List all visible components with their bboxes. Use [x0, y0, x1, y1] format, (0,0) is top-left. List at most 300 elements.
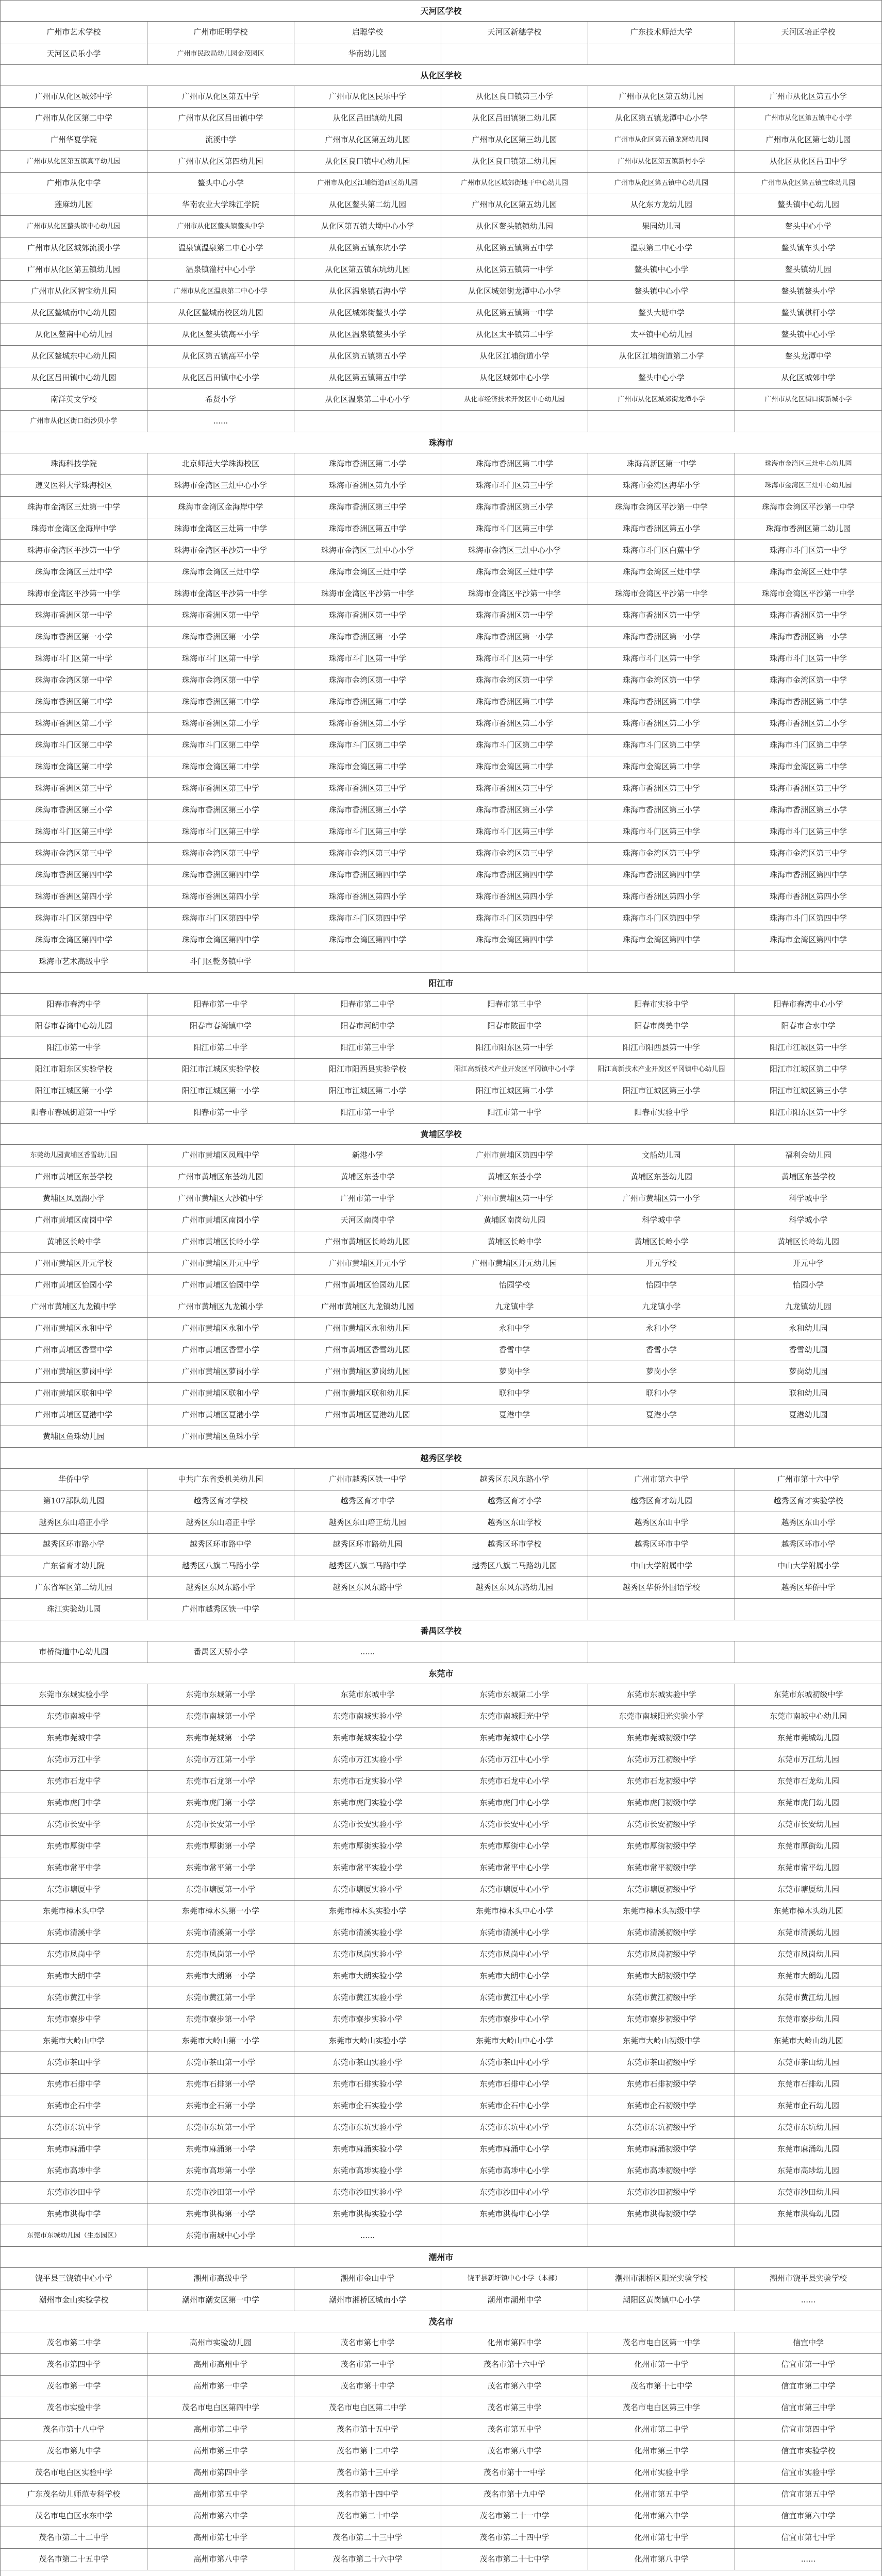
school-cell: 阳江市第一中学 [1, 1037, 147, 1059]
school-cell: 广州市黄埔区开元幼儿园 [441, 1253, 588, 1275]
school-cell: 珠海市斗门区第二中学 [588, 735, 735, 756]
table-row [1, 778, 882, 800]
school-cell: 鳌头中心小学 [735, 216, 882, 238]
school-cell: 珠海市香洲区第四小学 [147, 886, 294, 908]
school-cell: 广州市第六中学 [588, 1469, 735, 1490]
table-row [1, 518, 882, 540]
school-cell: 珠海市斗门区白蕉中学 [588, 540, 735, 562]
school-cell: 东莞市东城第一小学 [147, 1684, 294, 1706]
table-row [1, 43, 882, 65]
school-cell: 茂名市电白区实验中学 [1, 2462, 147, 2484]
school-cell: 萝岗中学 [441, 1361, 588, 1383]
school-cell: 东莞市虎门初级中学 [588, 1792, 735, 1814]
table-row [1, 389, 882, 411]
school-cell: 广州市从化区第五幼儿园 [441, 194, 588, 216]
school-cell: 珠海市斗门区第一中学 [1, 648, 147, 670]
school-cell: 珠海市金湾区三灶第一中学 [147, 518, 294, 540]
school-cell: 东莞市石龙中学 [1, 1771, 147, 1792]
school-cell: 东莞市厚街实验小学 [294, 1836, 441, 1857]
school-cell: 珠海市香洲区第二小学 [294, 713, 441, 735]
school-cell: 珠海市金湾区平沙第一中学 [588, 497, 735, 518]
table-row [1, 1836, 882, 1857]
school-cell: 广州市黄埔区萝岗小学 [147, 1361, 294, 1383]
school-cell: 夏港小学 [588, 1404, 735, 1426]
school-cell: 东莞市企石初级中学 [588, 2095, 735, 2117]
section-title: 番禺区学校 [1, 1620, 882, 1641]
school-cell: ...... [294, 2225, 441, 2247]
school-cell: 广州市黄埔区南岗小学 [147, 1210, 294, 1231]
school-cell [588, 2225, 735, 2247]
school-cell: 阳春市第三中学 [441, 994, 588, 1015]
school-cell: 东莞市高埗实验小学 [294, 2160, 441, 2182]
school-cell: 东莞市寮步幼儿园 [735, 2009, 882, 2030]
school-cell: 东莞市东坑初级中学 [588, 2117, 735, 2139]
school-cell: 茂名市电白区第四中学 [147, 2397, 294, 2419]
table-row [1, 1210, 882, 1231]
school-cell: 东莞市黄江实验小学 [294, 1987, 441, 2009]
school-cell: 东莞市大岭山初级中学 [588, 2030, 735, 2052]
school-cell: 东莞市莞城第一小学 [147, 1727, 294, 1749]
table-row [1, 951, 882, 973]
school-cell: 联和小学 [588, 1383, 735, 1404]
school-cell: 化州市第二中学 [588, 2419, 735, 2441]
school-cell: 广州市从化区鳌头镇鳌头中学 [147, 216, 294, 238]
school-cell: 珠海市香洲区第二中学 [441, 691, 588, 713]
school-cell: 东莞市东坑幼儿园 [735, 2117, 882, 2139]
school-cell: 从化区吕田镇第二幼儿园 [441, 108, 588, 129]
school-cell: 华南农业大学珠江学院 [147, 194, 294, 216]
school-cell: 高州市第七中学 [147, 2527, 294, 2549]
school-cell: 珠海市金湾区三灶中学 [1, 562, 147, 583]
table-row [1, 1296, 882, 1318]
school-cell: 阳江市江城区第一中学 [735, 1037, 882, 1059]
school-cell: 阳春市第二中学 [294, 994, 441, 1015]
school-cell: 广州市从化区第五幼儿园 [588, 86, 735, 108]
school-cell: 从化区鳌城南校区幼儿园 [147, 302, 294, 324]
school-cell [588, 43, 735, 65]
table-row [1, 1922, 882, 1944]
school-cell: 阳江市阳东区实验学校 [1, 1059, 147, 1080]
school-cell: 东莞市长安中学 [1, 1814, 147, 1836]
school-cell: 东莞市莞城幼儿园 [735, 1727, 882, 1749]
school-cell: 珠海市金湾区三灶中学 [441, 562, 588, 583]
school-cell: 珠海市金湾区第一中学 [294, 670, 441, 691]
school-cell: 南洋英文学校 [1, 389, 147, 411]
school-cell: 化州市实验中学 [588, 2462, 735, 2484]
table-row [1, 2332, 882, 2354]
school-cell: 饶平县三饶镇中心小学 [1, 2268, 147, 2290]
school-cell: 东莞市厚街幼儿园 [735, 1836, 882, 1857]
school-cell: 东莞市沙田第一小学 [147, 2182, 294, 2204]
school-cell: 珠海市香洲区第三中学 [294, 497, 441, 518]
school-cell [441, 411, 588, 432]
school-cell: 珠海市金湾区第四中学 [588, 929, 735, 951]
school-cell: 从化区鳌城南中心幼儿园 [1, 302, 147, 324]
school-cell [588, 951, 735, 973]
school-cell: 珠海市金湾区三灶中学 [735, 562, 882, 583]
school-cell: 阳春市合水中学 [735, 1015, 882, 1037]
school-cell: 高州市第三中学 [147, 2441, 294, 2462]
school-cell: 阳江市江城区第二中学 [735, 1059, 882, 1080]
school-cell: 广州市从化区第四幼儿园 [147, 151, 294, 173]
school-cell: 茂名市第十九中学 [441, 2484, 588, 2505]
school-cell: 潮州市潮安区第一中学 [147, 2290, 294, 2311]
school-cell: 广州市黄埔区夏港幼儿园 [294, 1404, 441, 1426]
school-cell: 阳春市实验中学 [588, 1102, 735, 1124]
school-cell: ...... [147, 411, 294, 432]
school-cell: 珠海市香洲区第三小学 [735, 800, 882, 821]
school-cell: 珠海市金湾区平沙第一中学 [147, 583, 294, 605]
school-cell: 萝岗幼儿园 [735, 1361, 882, 1383]
table-row [1, 497, 882, 518]
table-row [1, 194, 882, 216]
school-cell: 珠海市斗门区第四中学 [294, 908, 441, 929]
table-row [1, 2117, 882, 2139]
school-cell: 从化区吕田镇幼儿园 [294, 108, 441, 129]
school-cell: 黄埔区东荟中学 [294, 1166, 441, 1188]
school-cell: 东莞市石龙实验小学 [294, 1771, 441, 1792]
school-cell: 从化区第五镇第一中学 [441, 259, 588, 281]
school-cell: 珠海市香洲区第二中学 [441, 453, 588, 475]
school-cell: 东莞市樟木头第一小学 [147, 1901, 294, 1922]
school-cell: 广州市黄埔区开元中学 [147, 1253, 294, 1275]
table-row [1, 756, 882, 778]
table-row [1, 1512, 882, 1534]
school-cell: 珠海市香洲区第四小学 [441, 886, 588, 908]
school-cell: 广州市黄埔区九龙镇中学 [1, 1296, 147, 1318]
school-cell: 东莞市大岭山幼儿园 [735, 2030, 882, 2052]
school-cell: 天河区新穗学校 [441, 22, 588, 43]
table-row [1, 1641, 882, 1663]
table-row [1, 2527, 882, 2549]
school-cell: 从化区吕田镇中心幼儿园 [1, 367, 147, 389]
school-cell: 黄埔区东荟幼儿园 [588, 1166, 735, 1188]
school-cell: 东莞市塘厦幼儿园 [735, 1879, 882, 1901]
section-header-row [1, 1448, 882, 1469]
table-row [1, 2160, 882, 2182]
school-cell: 珠海市香洲区第四小学 [735, 886, 882, 908]
table-row [1, 475, 882, 497]
school-cell: 东莞市茶山中学 [1, 2052, 147, 2074]
section-header-row [1, 1663, 882, 1684]
school-cell: 鳌头镇幼儿园 [735, 259, 882, 281]
school-cell: 广州市黄埔区九龙镇幼儿园 [294, 1296, 441, 1318]
school-cell: 茂名市第七中学 [294, 2332, 441, 2354]
school-cell: 珠海市香洲区第一小学 [294, 626, 441, 648]
school-cell: 广州市越秀区铁一中学 [294, 1469, 441, 1490]
school-cell: 温泉镇温泉第二中心小学 [147, 238, 294, 259]
school-cell: 东莞市樟木头初级中学 [588, 1901, 735, 1922]
school-cell: 东莞市莞城中心小学 [441, 1727, 588, 1749]
table-row [1, 1231, 882, 1253]
school-cell: 黄埔区长岭幼儿园 [735, 1231, 882, 1253]
school-cell: 东莞市南城中心小学 [147, 2225, 294, 2247]
table-row [1, 1404, 882, 1426]
school-cell: 东莞市樟木头实验小学 [294, 1901, 441, 1922]
school-cell [588, 411, 735, 432]
table-row [1, 411, 882, 432]
school-cell: 珠海市香洲区第四小学 [588, 886, 735, 908]
school-cell: 珠江实验幼儿园 [1, 1599, 147, 1620]
school-cell: 化州市第三中学 [588, 2441, 735, 2462]
school-cell: 中共广东省委机关幼儿园 [147, 1469, 294, 1490]
school-cell: 东莞市东城第二小学 [441, 1684, 588, 1706]
school-cell: 怡园中学 [588, 1275, 735, 1296]
table-row [1, 1857, 882, 1879]
school-cell: 第107部队幼儿园 [1, 1490, 147, 1512]
school-cell: 从化区城郊中学 [735, 367, 882, 389]
school-cell: 从化市经济技术开发区中心幼儿园 [441, 389, 588, 411]
table-row [1, 1965, 882, 1987]
school-cell: 阳江市阳西县第一中学 [588, 1037, 735, 1059]
school-cell: 鳌头镇鳌头小学 [735, 281, 882, 302]
school-cell: 珠海市斗门区第四中学 [441, 908, 588, 929]
school-cell [735, 1426, 882, 1448]
school-cell: 东莞市石排中学 [1, 2074, 147, 2095]
school-cell: 从化区第五镇东坑小学 [294, 238, 441, 259]
school-cell: 从化区良口镇第三小学 [441, 86, 588, 108]
school-cell: 阳江市江城区第一小学 [147, 1080, 294, 1102]
school-cell: 珠海市斗门区第二中学 [294, 735, 441, 756]
school-cell: 珠海市斗门区第四中学 [735, 908, 882, 929]
school-cell: 阳江市江城区第一小学 [1, 1080, 147, 1102]
school-cell: 东莞市常平初级中学 [588, 1857, 735, 1879]
school-cell: 东莞市企石第一小学 [147, 2095, 294, 2117]
school-cell: 东莞市大岭山实验小学 [294, 2030, 441, 2052]
school-cell: ...... [735, 2549, 882, 2570]
table-row [1, 173, 882, 194]
school-cell: 鳌头镇中心幼儿园 [735, 194, 882, 216]
table-row [1, 1792, 882, 1814]
section-header-row [1, 2570, 882, 2576]
school-cell: 东莞市凤岗第一小学 [147, 1944, 294, 1965]
school-cell: 广州市从化区第五中学 [147, 86, 294, 108]
school-cell [588, 1599, 735, 1620]
school-cell: 科学城中学 [588, 1210, 735, 1231]
table-row [1, 1188, 882, 1210]
table-row [1, 2030, 882, 2052]
school-cell: 阳江高新技术产业开发区平冈镇中心幼儿园 [588, 1059, 735, 1080]
table-row [1, 2074, 882, 2095]
school-cell: 茂名市第二十六中学 [294, 2549, 441, 2570]
table-row [1, 1684, 882, 1706]
section-title: 越秀区学校 [1, 1448, 882, 1469]
school-cell: 越秀区八旗二马路幼儿园 [441, 1555, 588, 1577]
school-cell: 茂名市电白区第三中学 [588, 2397, 735, 2419]
school-cell: 东莞市黄江中学 [1, 1987, 147, 2009]
table-row [1, 1534, 882, 1555]
school-cell: 从化区鳌城东中心幼儿园 [1, 346, 147, 367]
school-cell: 珠海市金湾区三灶中学 [294, 562, 441, 583]
school-cell [294, 1599, 441, 1620]
school-cell: 信宜市实验中学 [735, 2462, 882, 2484]
table-row [1, 1166, 882, 1188]
school-cell: 市桥街道中心幼儿园 [1, 1641, 147, 1663]
school-cell: 东莞市大朗中学 [1, 1965, 147, 1987]
table-row [1, 2484, 882, 2505]
table-row [1, 2290, 882, 2311]
school-cell: 东莞市寮步初级中学 [588, 2009, 735, 2030]
school-cell: 珠海市香洲区第二中学 [294, 691, 441, 713]
table-row [1, 453, 882, 475]
school-cell: 从化区温泉镇鳌头小学 [294, 324, 441, 346]
school-cell: 广州市黄埔区九龙镇小学 [147, 1296, 294, 1318]
table-row [1, 994, 882, 1015]
table-row [1, 281, 882, 302]
school-cell: 信宜中学 [735, 2332, 882, 2354]
school-cell: 东莞市莞城实验小学 [294, 1727, 441, 1749]
school-cell: 珠海市香洲区第二小学 [588, 713, 735, 735]
section-header-row [1, 432, 882, 453]
school-cell: 珠海市香洲区第三小学 [441, 800, 588, 821]
school-cell: 阳江市江城区第三小学 [735, 1080, 882, 1102]
school-cell: 太平镇中心幼儿园 [588, 324, 735, 346]
section-title: 阳江市 [1, 973, 882, 994]
school-cell: 珠海市香洲区第二小学 [147, 713, 294, 735]
school-cell: 东莞市高埗中学 [1, 2160, 147, 2182]
school-cell: 珠海市金湾区第四中学 [294, 929, 441, 951]
school-cell: 高州市第一中学 [147, 2376, 294, 2397]
school-cell: 珠海市香洲区第一中学 [1, 605, 147, 626]
school-cell: 香雪幼儿园 [735, 1340, 882, 1361]
school-cell: 鳌头中心小学 [147, 173, 294, 194]
school-cell: 珠海市香洲区第三中学 [735, 778, 882, 800]
school-cell: 珠海市香洲区第一中学 [147, 605, 294, 626]
school-cell [294, 411, 441, 432]
school-cell: 科学城中学 [735, 1188, 882, 1210]
school-cell: 珠海市香洲区第四中学 [294, 865, 441, 886]
school-cell: 珠海市金湾区第一中学 [735, 670, 882, 691]
school-cell: 东莞市沙田实验小学 [294, 2182, 441, 2204]
school-cell: 广州市从化区第五镇中心幼儿园 [588, 173, 735, 194]
school-cell: 珠海市金湾区第三中学 [147, 843, 294, 865]
school-cell: 阳江市第二中学 [147, 1037, 294, 1059]
school-cell: 潮州市湘桥区阳光实验学校 [588, 2268, 735, 2290]
school-cell: 广州市从化区智宝幼儿园 [1, 281, 147, 302]
school-cell: 莲麻幼儿园 [1, 194, 147, 216]
school-cell: 温泉第二中心小学 [588, 238, 735, 259]
table-row [1, 1015, 882, 1037]
school-cell: 阳春市河朗中学 [294, 1015, 441, 1037]
school-cell: 东莞市茶山实验小学 [294, 2052, 441, 2074]
school-cell: 新港小学 [294, 1145, 441, 1166]
table-row [1, 1490, 882, 1512]
school-cell: 九龙镇小学 [588, 1296, 735, 1318]
school-cell: 珠海市香洲区第二小学 [441, 713, 588, 735]
school-cell: 茂名市第十一中学 [441, 2462, 588, 2484]
school-cell: 东莞市茶山第一小学 [147, 2052, 294, 2074]
school-cell: 从化区鳌南中心幼儿园 [1, 324, 147, 346]
school-cell: 怡园学校 [441, 1275, 588, 1296]
school-cell: 珠海市金湾区三灶中心小学 [294, 540, 441, 562]
table-row [1, 562, 882, 583]
school-cell: 东莞市万江第一小学 [147, 1749, 294, 1771]
school-cell: 东莞市凤岗中学 [1, 1944, 147, 1965]
table-row [1, 1361, 882, 1383]
table-row [1, 1275, 882, 1296]
school-cell: 珠海市斗门区第一中学 [735, 540, 882, 562]
school-cell: 东莞市东坑中心小学 [441, 2117, 588, 2139]
school-cell: 越秀区环市路小学 [1, 1534, 147, 1555]
school-cell: 广州市黄埔区东荟学校 [1, 1166, 147, 1188]
school-cell: 珠海科技学院 [1, 453, 147, 475]
school-cell: 珠海市金湾区平沙第一中学 [588, 583, 735, 605]
school-cell: 东莞市长安幼儿园 [735, 1814, 882, 1836]
school-cell: 东莞市茶山幼儿园 [735, 2052, 882, 2074]
school-cell: 从化区太平镇第二中学 [441, 324, 588, 346]
school-cell: 东莞市常平实验小学 [294, 1857, 441, 1879]
school-cell: 东莞市南城中心幼儿园 [735, 1706, 882, 1727]
school-cell: 东莞市东城中学 [294, 1684, 441, 1706]
table-row [1, 800, 882, 821]
school-cell: 从化区温泉镇石海小学 [294, 281, 441, 302]
section-header-row [1, 65, 882, 86]
school-cell: 阳春市陂面中学 [441, 1015, 588, 1037]
school-cell: 广州市黄埔区夏港小学 [147, 1404, 294, 1426]
school-cell: 越秀区八旗二马路中学 [294, 1555, 441, 1577]
school-cell: 广州市从化区江埔街道西区幼儿园 [294, 173, 441, 194]
school-cell: 越秀区东山小学 [735, 1512, 882, 1534]
school-cell: 越秀区东山中学 [588, 1512, 735, 1534]
school-cell: 茂名市第四中学 [1, 2354, 147, 2376]
table-row [1, 259, 882, 281]
school-cell: 珠海市金湾区第二中学 [588, 756, 735, 778]
school-cell: 东莞市黄江初级中学 [588, 1987, 735, 2009]
school-cell: 茂名市第十六中学 [441, 2354, 588, 2376]
school-cell: 珠海市金湾区平沙第一中学 [1, 540, 147, 562]
school-cell: 阳江市第三中学 [294, 1037, 441, 1059]
table-row [1, 2182, 882, 2204]
school-cell: 东莞市沙田幼儿园 [735, 2182, 882, 2204]
school-cell: 高州市第五中学 [147, 2484, 294, 2505]
school-cell: 萝岗小学 [588, 1361, 735, 1383]
school-cell: 广东茂名幼儿师范专科学校 [1, 2484, 147, 2505]
school-cell: 东莞市企石中学 [1, 2095, 147, 2117]
school-cell [735, 1599, 882, 1620]
table-row [1, 2549, 882, 2570]
school-cell: 阳江市第一中学 [294, 1102, 441, 1124]
table-row [1, 1577, 882, 1599]
school-cell: 广州市黄埔区怡园小学 [1, 1275, 147, 1296]
school-cell: 东莞市塘厦初级中学 [588, 1879, 735, 1901]
table-row [1, 2225, 882, 2247]
table-row [1, 324, 882, 346]
school-cell: ...... [294, 1641, 441, 1663]
school-cell: 广州市从化区城郊流溪小学 [1, 238, 147, 259]
school-cell: 广州华夏学院 [1, 129, 147, 151]
school-cell: 广州市黄埔区夏港中学 [1, 1404, 147, 1426]
school-cell: 从化区第五镇东坑幼儿园 [294, 259, 441, 281]
table-row [1, 1145, 882, 1166]
school-cell: 东莞市寮步中学 [1, 2009, 147, 2030]
table-row [1, 1555, 882, 1577]
school-cell: 从化区第五镇第五中学 [294, 367, 441, 389]
school-cell [441, 1599, 588, 1620]
school-cell: 越秀区东风东路小学 [147, 1577, 294, 1599]
school-cell: 越秀区华侨中学 [735, 1577, 882, 1599]
school-cell: 广州市从化区第五镇幼儿园 [1, 259, 147, 281]
table-row [1, 2354, 882, 2376]
school-cell: 珠海市金湾区平沙第一中学 [735, 583, 882, 605]
school-cell: 信宜市第五中学 [735, 2484, 882, 2505]
school-cell: 阳江市阳东区第一中学 [441, 1037, 588, 1059]
school-cell: 珠海市金湾区第二中学 [294, 756, 441, 778]
school-cell: 珠海市金湾区第一中学 [1, 670, 147, 691]
school-cell: 珠海市香洲区第四小学 [294, 886, 441, 908]
school-cell: 珠海市金湾区第三中学 [294, 843, 441, 865]
school-cell: 阳春市实验中学 [588, 994, 735, 1015]
school-cell: 珠海市斗门区第二中学 [441, 735, 588, 756]
